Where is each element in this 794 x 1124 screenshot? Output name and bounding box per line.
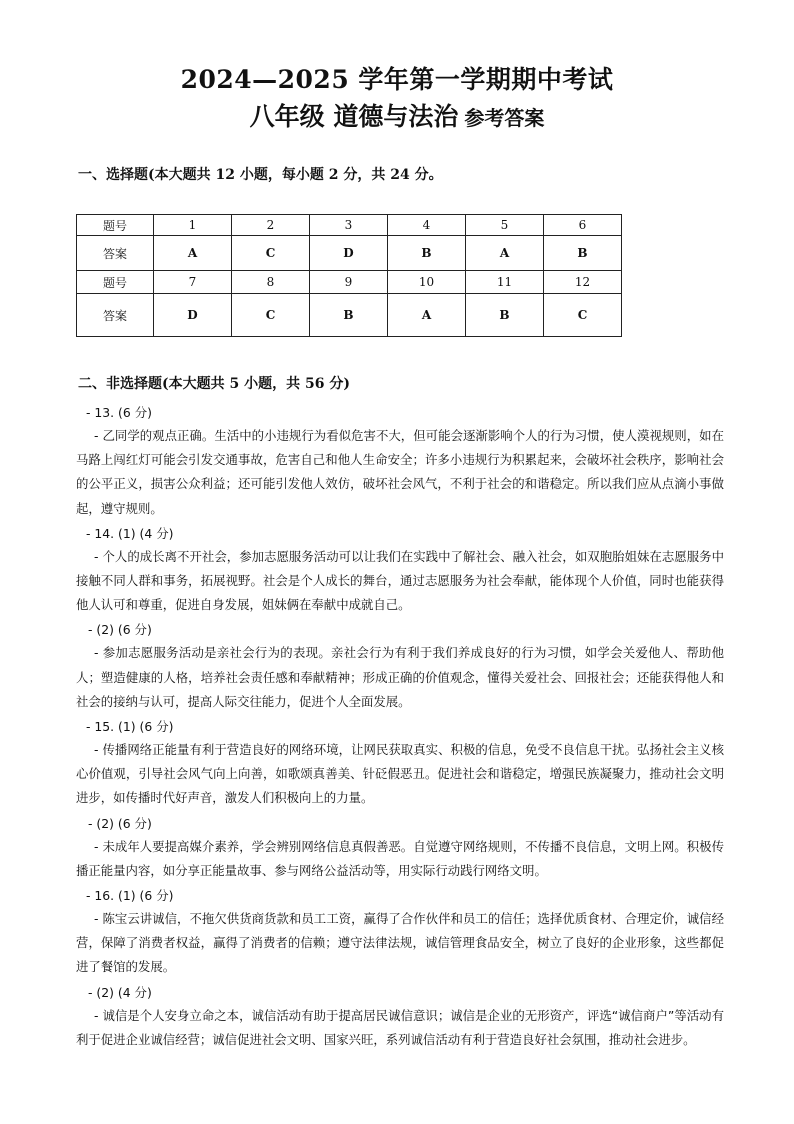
question-label-15-1: - 15. (1) (6 分)	[86, 719, 174, 735]
question-label-16-2: - (2) (4 分)	[88, 984, 152, 1000]
answer-cell: D	[154, 294, 232, 337]
answer-paragraph-14-2: - 参加志愿服务活动是亲社会行为的表现。亲社会行为有利于我们养成良好的行为习惯，如学会关爱他人、帮助他人；塑造健康的人格，培养社会责任感和奉献精神；形成正确的价值观念，懂得关爱社会、回报社会；还能获得他人和社会的接纳与认可，提高人际交往能力，促进个人全面发展。	[76, 645, 724, 709]
answer-label: 答案	[77, 236, 154, 271]
question-number: 11	[466, 271, 544, 294]
answer-paragraph-15-1: - 传播网络正能量有利于营造良好的网络环境，让网民获取真实、积极的信息，免受不良信息干扰。弘扬社会主义核心价值观，引导社会风气向上向善，如歌颂真善美、针砭假恶丑。促进社会和谐稳定，增强民族凝聚力，推动社会文明进步，如传播时代好声音，激发人们积极向上的力量。	[76, 742, 724, 806]
answer-cell: B	[310, 294, 388, 337]
table-row	[77, 271, 622, 294]
table-row	[77, 215, 622, 236]
answer-paragraph-14-1: - 个人的成长离不开社会，参加志愿服务活动可以让我们在实践中了解社会、融入社会，如双胞胎姐妹在志愿服务中接触不同人群和事务，拓展视野。社会是个人成长的舞台，通过志愿服务为社会奉献，能体现个人价值，同时也能获得他人认可和尊重，促进自身发展，姐妹俩在奉献中成就自己。	[76, 548, 724, 613]
answer-cell: B	[544, 236, 622, 271]
section-heading-choice: 一、选择题(本大题共 12 小题，每小题 2 分，共 24 分。	[78, 167, 443, 183]
answer-paragraph-15-2: - 未成年人要提高媒介素养，学会辨别网络信息真假善恶。自觉遵守网络规则，不传播不良信息，文明上网。积极传播正能量内容，如分享正能量故事、参与网络公益活动等，用实际行动践行网络文明。	[76, 838, 724, 878]
answer-table	[76, 214, 622, 337]
subject-title: 八年级 道德与法治	[249, 102, 459, 131]
answer-content	[76, 402, 724, 1054]
question-number: 4	[388, 215, 466, 236]
question-number-label: 题号	[77, 271, 154, 294]
answer-cell: B	[388, 236, 466, 271]
question-number: 1	[154, 215, 232, 236]
question-label-16-1: - 16. (1) (6 分)	[86, 888, 174, 904]
answer-cell: A	[388, 294, 466, 337]
question-number: 3	[310, 215, 388, 236]
exam-subtitle	[0, 97, 794, 133]
question-label-14-2: - (2) (6 分)	[88, 622, 152, 638]
table-row	[77, 236, 622, 271]
answer-cell: C	[232, 236, 310, 271]
question-label-13: - 13. (6 分)	[86, 405, 152, 420]
answer-label: 答案	[77, 294, 154, 337]
exam-title: 2024—2025 学年第一学期期中考试	[180, 65, 614, 94]
answer-cell: A	[154, 236, 232, 271]
table-row	[77, 294, 622, 337]
question-number: 9	[310, 271, 388, 294]
question-number: 12	[544, 271, 622, 294]
question-label-14-1: - 14. (1) (4 分)	[86, 525, 174, 541]
answer-key-label: 参考答案	[464, 106, 545, 130]
section-heading-nonchoice: 二、非选择题(本大题共 5 小题，共 56 分)	[78, 376, 350, 392]
question-number: 2	[232, 215, 310, 236]
answer-paragraph-16-1: - 陈宝云讲诚信，不拖欠供货商货款和员工工资，赢得了合作伙伴和员工的信任；选择优质食材、合理定价，诚信经营，保障了消费者权益，赢得了消费者的信赖；遵守法律法规，诚信管理食品安全，树立了良好的企业形象，这些都促进了餐馆的发展。	[76, 911, 724, 975]
answer-cell: C	[544, 294, 622, 337]
answer-cell: C	[232, 294, 310, 337]
question-label-15-2: - (2) (6 分)	[88, 815, 152, 831]
question-number: 10	[388, 271, 466, 294]
answer-paragraph-13: - 乙同学的观点正确。生活中的小违规行为看似危害不大，但可能会逐渐影响个人的行为习惯，使人漠视规则，如在马路上闯红灯可能会引发交通事故，危害自己和他人生命安全；许多小违规行为积累起来，会破坏社会秩序，影响社会的公平正义，损害公众利益；还可能引发他人效仿，破坏社会风气，不利于社会的和谐稳定。所以我们应从点滴小事做起，遵守规则。	[76, 428, 724, 516]
question-number: 6	[544, 215, 622, 236]
question-number-label: 题号	[77, 215, 154, 236]
question-number: 7	[154, 271, 232, 294]
answer-cell: B	[466, 294, 544, 337]
question-number: 8	[232, 271, 310, 294]
answer-cell: A	[466, 236, 544, 271]
answer-paragraph-16-2: - 诚信是个人安身立命之本，诚信活动有助于提高居民诚信意识；诚信是企业的无形资产，评选“诚信商户”等活动有利于促进企业诚信经营；诚信促进社会文明、国家兴旺，系列诚信活动有利于营造良好社会氛围，推动社会进步。	[76, 1007, 724, 1047]
answer-cell: D	[310, 236, 388, 271]
question-number: 5	[466, 215, 544, 236]
